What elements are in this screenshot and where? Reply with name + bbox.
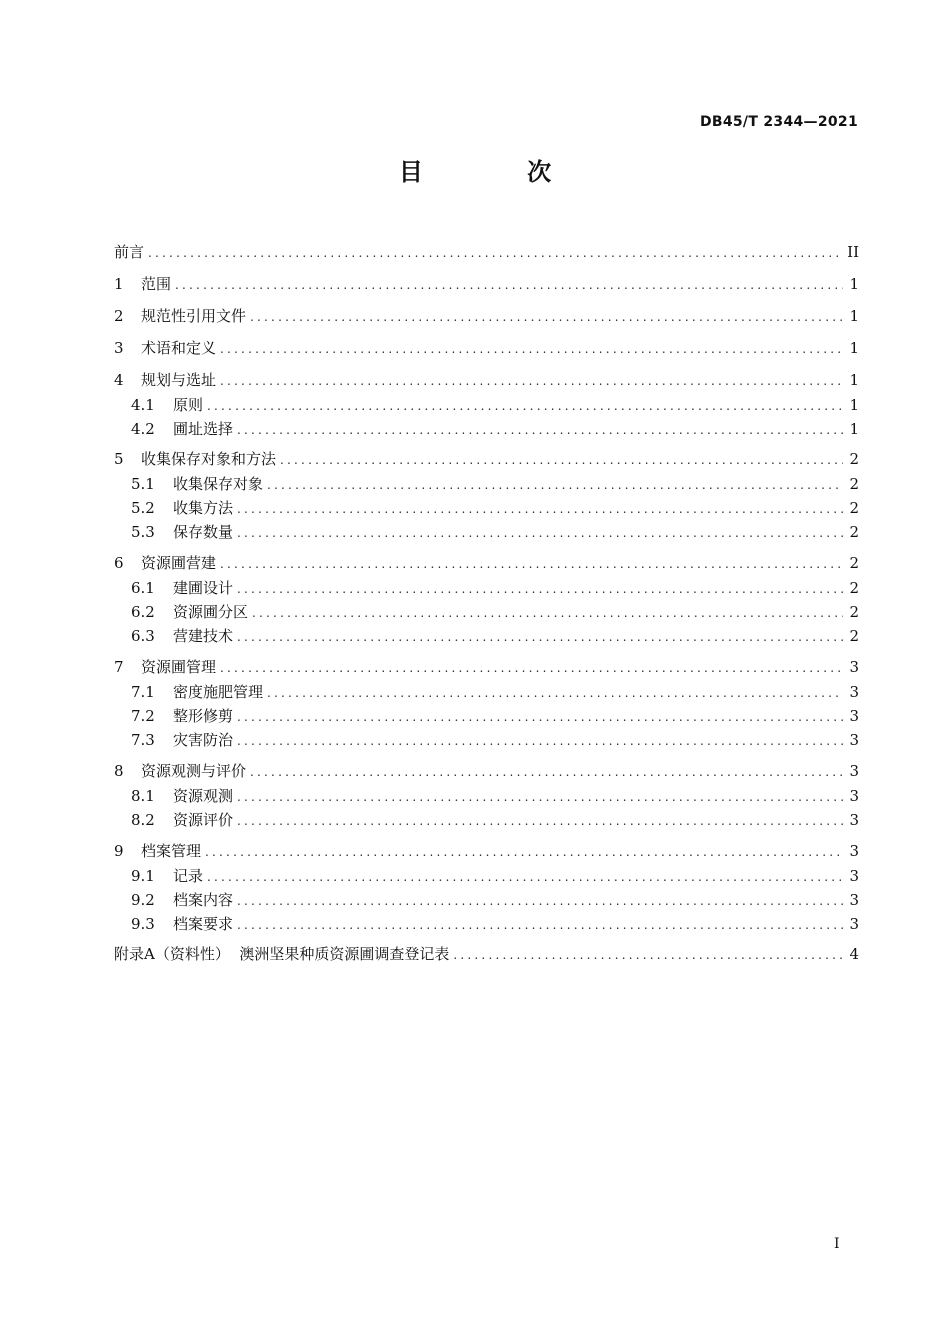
toc-entry-label: 资源圃营建 <box>141 554 217 572</box>
toc-entry-number: 5.2 <box>131 499 155 517</box>
toc-entry-label: 范围 <box>141 275 172 293</box>
document-code: DB45/T 2344—2021 <box>699 114 858 130</box>
toc-entry-number: 6.1 <box>131 579 155 597</box>
toc-dot-leader <box>237 915 843 935</box>
toc-entry[interactable] <box>114 338 859 358</box>
toc-entry-number: 4.2 <box>131 420 155 438</box>
toc-entry-label: 整形修剪 <box>173 707 234 725</box>
toc-entry-page: 2 <box>849 450 859 468</box>
toc-entry-label: 建圃设计 <box>173 579 234 597</box>
toc-dot-leader <box>220 371 843 391</box>
toc-entry-number: 8 <box>114 762 124 780</box>
toc-entry-page: 2 <box>849 523 859 541</box>
toc-entry-label: 保存数量 <box>173 523 234 541</box>
toc-entry-page: 2 <box>849 475 859 493</box>
toc-dot-leader <box>453 945 843 965</box>
toc-entry-number: 4.1 <box>131 396 155 414</box>
toc-entry-page: 1 <box>849 396 859 414</box>
toc-entry-page: 3 <box>849 658 859 676</box>
toc-entry-label: 记录 <box>173 867 204 885</box>
toc-entry[interactable] <box>131 395 859 415</box>
toc-entry[interactable] <box>114 274 859 294</box>
toc-entry[interactable] <box>131 602 859 622</box>
toc-dot-leader <box>237 420 843 440</box>
toc-dot-leader <box>237 707 843 727</box>
toc-entry-label: 资源观测 <box>173 787 234 805</box>
toc-dot-leader <box>237 891 843 911</box>
toc-entry-number: 9.2 <box>131 891 155 909</box>
toc-entry[interactable] <box>131 578 859 598</box>
toc-entry-number: 6.3 <box>131 627 155 645</box>
toc-entry-page: 2 <box>849 554 859 572</box>
toc-dot-leader <box>252 603 843 623</box>
toc-dot-leader <box>280 450 843 470</box>
toc-entry-number: 6 <box>114 554 124 572</box>
toc-entry-number: 2 <box>114 307 124 325</box>
toc-entry-page: 1 <box>849 371 859 389</box>
toc-dot-leader <box>267 683 843 703</box>
toc-entry-page: 1 <box>849 275 859 293</box>
toc-entry[interactable] <box>131 498 859 518</box>
toc-entry-number: 7.1 <box>131 683 155 701</box>
toc-entry-label: 前言 <box>114 243 145 261</box>
toc-entry-page: 3 <box>849 891 859 909</box>
toc-entry-number: 3 <box>114 339 124 357</box>
toc-entry-number: 9.1 <box>131 867 155 885</box>
toc-entry-page: 3 <box>849 811 859 829</box>
toc-entry-number: 7 <box>114 658 124 676</box>
toc-entry-label: 附录A（资料性） 澳洲坚果种质资源圃调查登记表 <box>114 945 450 963</box>
toc-dot-leader <box>237 787 843 807</box>
toc-entry-number: 9.3 <box>131 915 155 933</box>
toc-entry-number: 5.1 <box>131 475 155 493</box>
toc-entry[interactable] <box>131 786 859 806</box>
toc-dot-leader <box>237 731 843 751</box>
toc-entry[interactable] <box>131 706 859 726</box>
toc-entry[interactable] <box>131 810 859 830</box>
toc-entry[interactable] <box>131 890 859 910</box>
toc-entry[interactable] <box>114 306 859 326</box>
page-number: I <box>834 1236 840 1252</box>
toc-entry-number: 5 <box>114 450 124 468</box>
toc-entry-label: 档案管理 <box>141 842 202 860</box>
toc-entry-page: 3 <box>849 915 859 933</box>
toc-entry-page: 3 <box>849 867 859 885</box>
toc-dot-leader <box>267 475 843 495</box>
toc-entry[interactable] <box>114 657 859 677</box>
toc-entry-page: 2 <box>849 499 859 517</box>
toc-dot-leader <box>148 243 841 263</box>
toc-entry-page: 2 <box>849 603 859 621</box>
toc-entry[interactable] <box>131 419 859 439</box>
toc-entry-label: 资源观测与评价 <box>141 762 247 780</box>
toc-entry-label: 档案内容 <box>173 891 234 909</box>
toc-dot-leader <box>175 275 843 295</box>
toc-entry-label: 收集保存对象 <box>173 475 264 493</box>
toc-entry-page: 3 <box>849 707 859 725</box>
toc-entry-page: 1 <box>849 420 859 438</box>
toc-entry-page: 2 <box>849 579 859 597</box>
toc-entry-number: 7.2 <box>131 707 155 725</box>
toc-entry-page: 4 <box>849 945 859 963</box>
toc-entry[interactable] <box>131 866 859 886</box>
toc-entry-page: 2 <box>849 627 859 645</box>
toc-dot-leader <box>237 523 843 543</box>
toc-dot-leader <box>207 867 843 887</box>
toc-dot-leader <box>207 396 843 416</box>
toc-dot-leader <box>205 842 843 862</box>
toc-entry-page: 1 <box>849 307 859 325</box>
toc-entry-label: 资源圃管理 <box>141 658 217 676</box>
toc-entry[interactable] <box>114 761 859 781</box>
toc-dot-leader <box>237 579 843 599</box>
toc-entry-label: 资源圃分区 <box>173 603 249 621</box>
toc-dot-leader <box>220 658 843 678</box>
toc-entry-label: 原则 <box>173 396 204 414</box>
toc-dot-leader <box>237 627 843 647</box>
toc-entry-page: 3 <box>849 762 859 780</box>
toc-dot-leader <box>220 339 843 359</box>
toc-entry-number: 6.2 <box>131 603 155 621</box>
toc-entry-page: II <box>847 243 859 261</box>
toc-entry-label: 收集方法 <box>173 499 234 517</box>
toc-dot-leader <box>237 811 843 831</box>
toc-entry-label: 营建技术 <box>173 627 234 645</box>
toc-entry-label: 规划与选址 <box>141 371 217 389</box>
toc-entry-label: 术语和定义 <box>141 339 217 357</box>
toc-entry-number: 5.3 <box>131 523 155 541</box>
toc-entry[interactable] <box>114 553 859 573</box>
toc-entry-label: 资源评价 <box>173 811 234 829</box>
toc-entry-page: 1 <box>849 339 859 357</box>
toc-entry-label: 圃址选择 <box>173 420 234 438</box>
toc-entry-page: 3 <box>849 731 859 749</box>
toc-entry[interactable] <box>131 914 859 934</box>
toc-dot-leader <box>237 499 843 519</box>
toc-entry-page: 3 <box>849 842 859 860</box>
toc-entry-label: 密度施肥管理 <box>173 683 264 701</box>
toc-entry-number: 4 <box>114 371 124 389</box>
toc-entry[interactable] <box>131 626 859 646</box>
toc-entry-label: 收集保存对象和方法 <box>141 450 277 468</box>
toc-entry-label: 规范性引用文件 <box>141 307 247 325</box>
toc-entry[interactable] <box>131 682 859 702</box>
toc-dot-leader <box>250 307 843 327</box>
toc-entry-number: 8.2 <box>131 811 155 829</box>
toc-entry-number: 7.3 <box>131 731 155 749</box>
toc-dot-leader <box>250 762 843 782</box>
toc-entry[interactable] <box>114 242 859 262</box>
toc-entry-number: 1 <box>114 275 124 293</box>
toc-entry-page: 3 <box>849 787 859 805</box>
toc-dot-leader <box>220 554 843 574</box>
toc-entry-page: 3 <box>849 683 859 701</box>
toc-entry[interactable] <box>114 841 859 861</box>
toc-entry-number: 8.1 <box>131 787 155 805</box>
toc-entry[interactable] <box>131 474 859 494</box>
page-title: 目 次 <box>398 158 600 186</box>
toc-entry-label: 档案要求 <box>173 915 234 933</box>
toc-entry-label: 灾害防治 <box>173 731 234 749</box>
toc-entry[interactable] <box>131 730 859 750</box>
toc-entry-number: 9 <box>114 842 124 860</box>
toc-entry[interactable] <box>131 522 859 542</box>
toc-entry[interactable] <box>114 449 859 469</box>
toc-entry[interactable] <box>114 370 859 390</box>
toc-entry[interactable] <box>114 944 859 964</box>
